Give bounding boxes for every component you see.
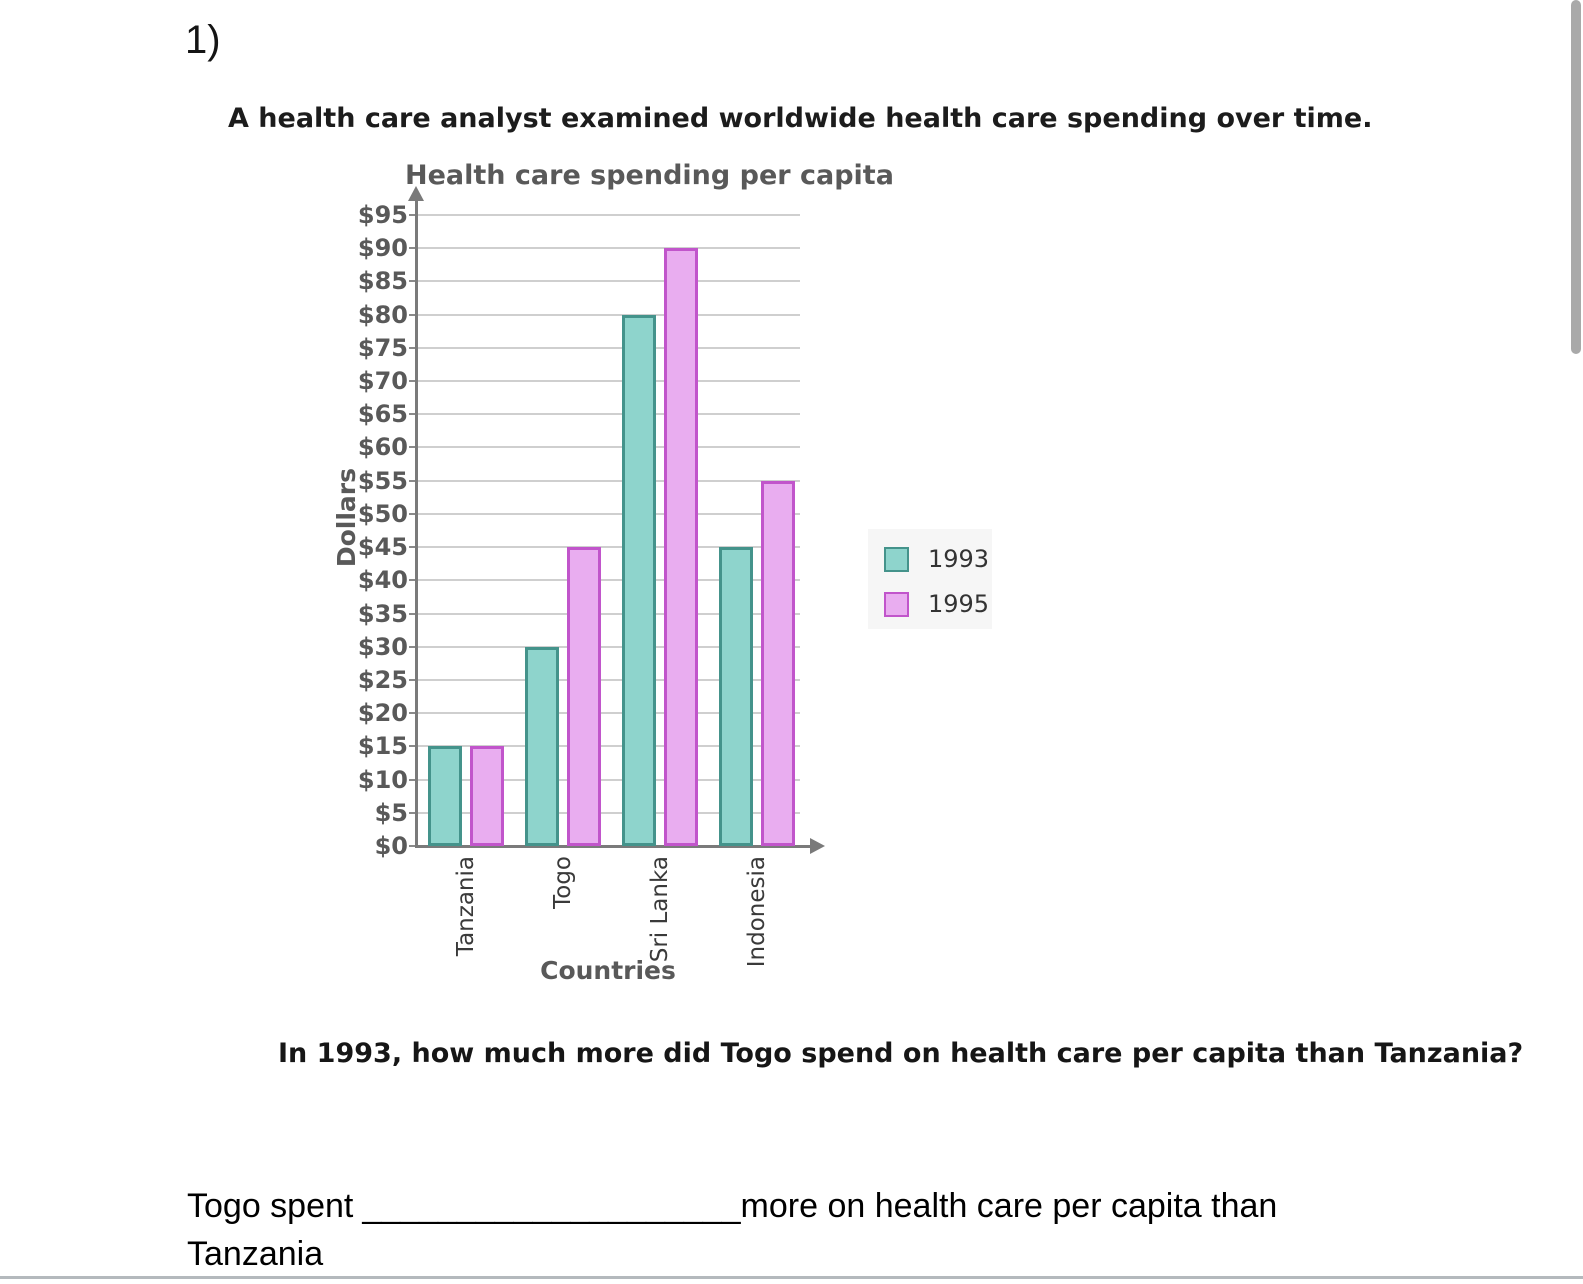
y-tick-label: $85 <box>357 267 408 296</box>
y-axis-arrow-icon <box>408 186 424 201</box>
page-bottom-divider <box>0 1276 1583 1279</box>
bar-indonesia-1995[interactable] <box>761 481 795 846</box>
y-axis-title: Dollars <box>332 468 361 568</box>
x-label-sri-lanka: Sri Lanka <box>647 856 673 963</box>
x-label-tanzania: Tanzania <box>453 856 479 957</box>
x-axis-arrow-icon <box>810 838 825 854</box>
y-tick-label: $90 <box>357 234 408 263</box>
y-tick-label: $55 <box>357 466 408 495</box>
y-tick-label: $80 <box>357 300 408 329</box>
legend-label-1995: 1995 <box>928 590 990 618</box>
answer-line-1 <box>187 1182 1277 1230</box>
y-tick-label: $65 <box>357 400 408 429</box>
x-label-indonesia: Indonesia <box>744 856 770 968</box>
y-tick-label: $30 <box>357 632 408 661</box>
y-tick-label: $45 <box>357 533 408 562</box>
chart-legend <box>868 529 992 629</box>
gridline <box>417 480 800 482</box>
chart-title: Health care spending per capita <box>405 160 894 191</box>
question-text: In 1993, how much more did Togo spend on health care per capita than Tanzania? <box>278 1038 1524 1069</box>
bar-tanzania-1993[interactable] <box>428 746 462 846</box>
gridline <box>417 446 800 448</box>
y-tick-label: $15 <box>357 732 408 761</box>
y-tick-label: $10 <box>357 765 408 794</box>
bar-tanzania-1995[interactable] <box>470 746 504 846</box>
answer-prefix: Togo spent <box>187 1187 354 1225</box>
legend-label-1993: 1993 <box>928 545 990 573</box>
y-tick-label: $70 <box>357 367 408 396</box>
gridline <box>417 347 800 349</box>
legend-swatch-1995 <box>884 592 909 617</box>
gridline <box>417 413 800 415</box>
gridline <box>417 314 800 316</box>
bar-indonesia-1993[interactable] <box>719 547 753 846</box>
gridline <box>417 380 800 382</box>
answer-sentence <box>187 1182 1277 1278</box>
question-number: 1) <box>185 18 221 62</box>
y-tick-label: $40 <box>357 566 408 595</box>
y-tick-label: $75 <box>357 333 408 362</box>
y-tick-label: $20 <box>357 699 408 728</box>
intro-text: A health care analyst examined worldwide health care spending over time. <box>228 103 1373 134</box>
y-tick-label: $0 <box>374 832 408 860</box>
bar-togo-1995[interactable] <box>567 547 601 846</box>
answer-line-2: Tanzania <box>187 1235 324 1273</box>
y-tick-label: $60 <box>357 433 408 462</box>
vertical-scrollbar-thumb[interactable] <box>1571 0 1581 354</box>
y-tick-label: $5 <box>374 798 408 827</box>
bar-togo-1993[interactable] <box>525 647 559 846</box>
y-tick-label: $95 <box>357 201 408 229</box>
y-tick-label: $35 <box>357 599 408 628</box>
bar-sri-lanka-1995[interactable] <box>664 248 698 846</box>
y-tick-label: $25 <box>357 665 408 694</box>
gridline <box>417 513 800 515</box>
legend-swatch-1993 <box>884 547 909 572</box>
bar-sri-lanka-1993[interactable] <box>622 315 656 846</box>
gridline <box>417 247 800 249</box>
answer-suffix: more on health care per capita than <box>740 1187 1278 1225</box>
x-label-togo: Togo <box>550 856 576 909</box>
answer-blank[interactable]: ____________________ <box>362 1187 741 1225</box>
x-axis-title: Countries <box>540 956 676 985</box>
gridline <box>417 280 800 282</box>
y-tick-label: $50 <box>357 499 408 528</box>
gridline <box>417 214 800 216</box>
y-axis-line <box>415 194 418 848</box>
